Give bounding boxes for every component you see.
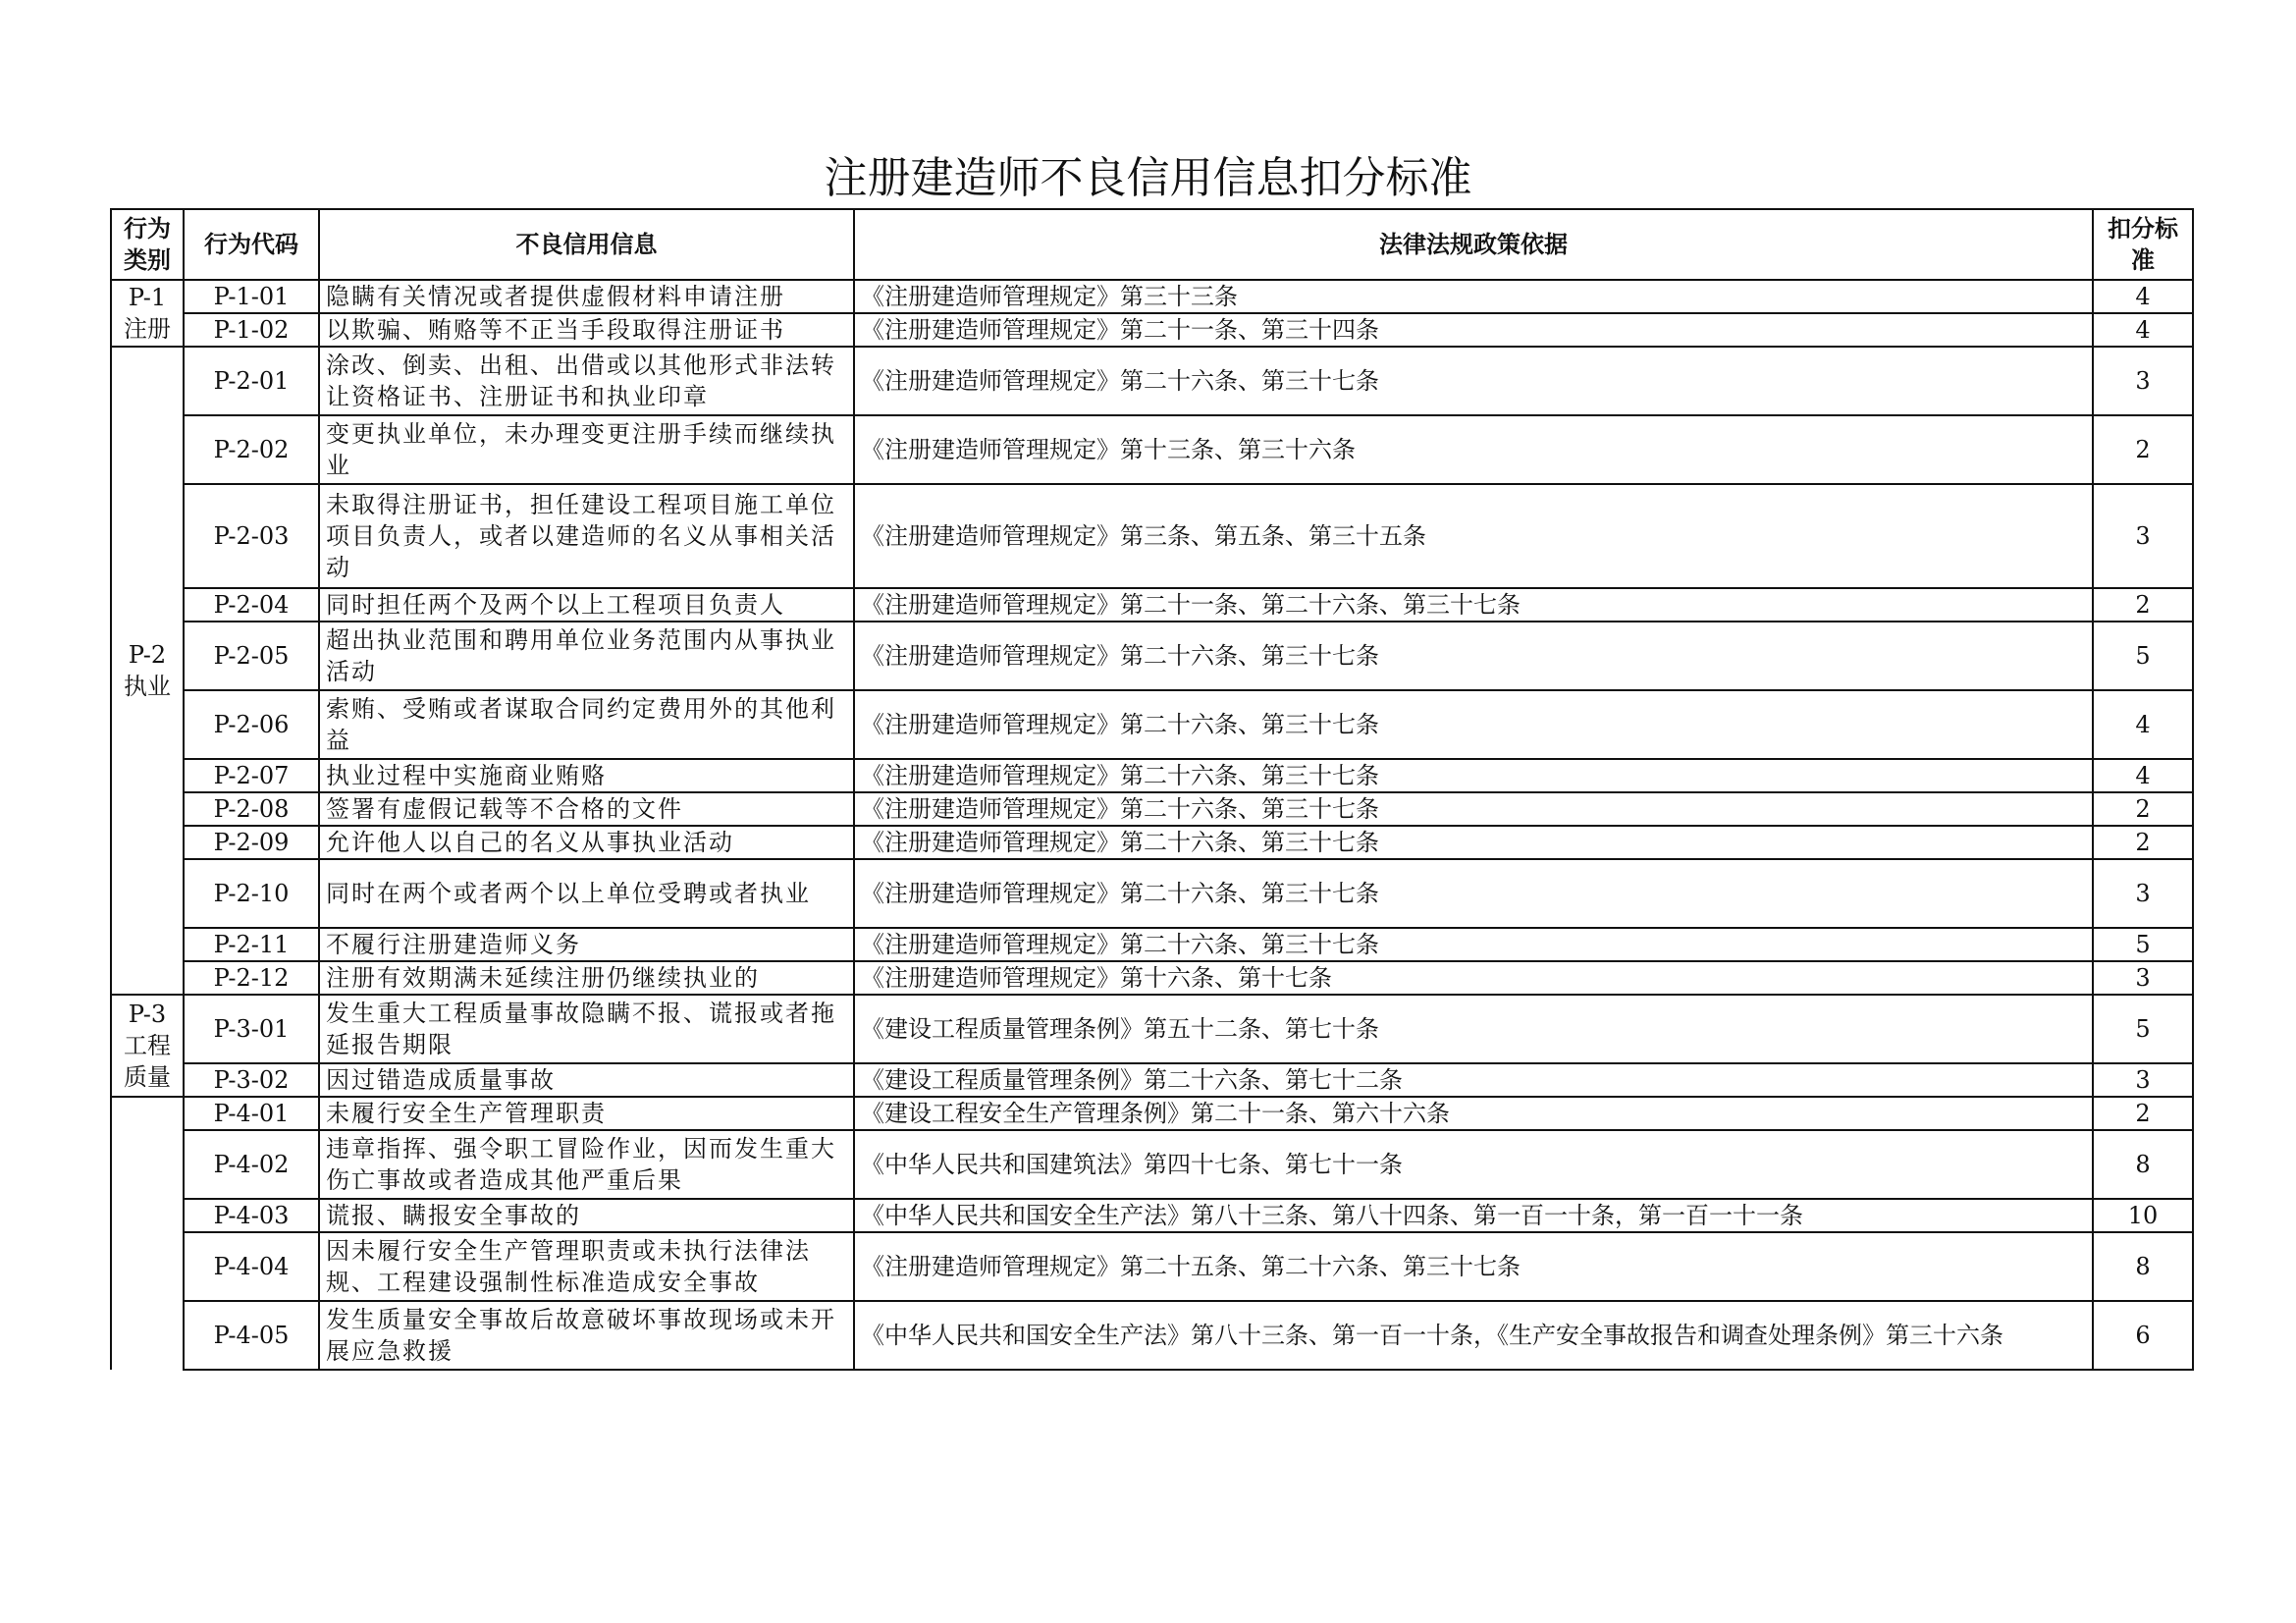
info-cell: 变更执业单位，未办理变更注册手续而继续执业 <box>319 415 854 484</box>
category-cell-p2: P-2 执业 <box>111 347 184 995</box>
table-row <box>111 588 2193 622</box>
score-cell: 6 <box>2093 1301 2193 1370</box>
table-row <box>111 1130 2193 1199</box>
basis-cell: 《注册建造师管理规定》第二十六条、第三十七条 <box>854 792 2093 826</box>
info-cell: 谎报、瞒报安全事故的 <box>319 1199 854 1232</box>
header-basis: 法律法规政策依据 <box>854 209 2093 280</box>
basis-cell: 《注册建造师管理规定》第二十六条、第三十七条 <box>854 690 2093 759</box>
code-cell: P-2-03 <box>184 484 319 588</box>
info-cell: 签署有虚假记载等不合格的文件 <box>319 792 854 826</box>
score-cell: 4 <box>2093 690 2193 759</box>
deduction-standards-table <box>110 208 2194 1371</box>
table-row <box>111 859 2193 928</box>
score-cell: 4 <box>2093 313 2193 347</box>
code-cell: P-2-09 <box>184 826 319 859</box>
basis-cell: 《中华人民共和国安全生产法》第八十三条、第一百一十条，《生产安全事故报告和调查处理条例》第三十六条 <box>854 1301 2093 1370</box>
code-cell: P-4-05 <box>184 1301 319 1370</box>
info-cell: 未取得注册证书，担任建设工程项目施工单位项目负责人，或者以建造师的名义从事相关活动 <box>319 484 854 588</box>
code-cell: P-2-12 <box>184 961 319 995</box>
basis-cell: 《注册建造师管理规定》第三条、第五条、第三十五条 <box>854 484 2093 588</box>
table-header-row <box>111 209 2193 280</box>
header-info: 不良信用信息 <box>319 209 854 280</box>
score-cell: 2 <box>2093 588 2193 622</box>
info-cell: 隐瞒有关情况或者提供虚假材料申请注册 <box>319 280 854 313</box>
basis-cell: 《注册建造师管理规定》第二十六条、第三十七条 <box>854 826 2093 859</box>
info-cell: 不履行注册建造师义务 <box>319 928 854 961</box>
score-cell: 3 <box>2093 859 2193 928</box>
info-cell: 以欺骗、贿赂等不正当手段取得注册证书 <box>319 313 854 347</box>
info-cell: 发生质量安全事故后故意破坏事故现场或未开展应急救援 <box>319 1301 854 1370</box>
score-cell: 3 <box>2093 1063 2193 1097</box>
header-score: 扣分标准 <box>2093 209 2193 280</box>
info-cell: 同时在两个或者两个以上单位受聘或者执业 <box>319 859 854 928</box>
basis-cell: 《建设工程质量管理条例》第五十二条、第七十条 <box>854 995 2093 1063</box>
table-row <box>111 995 2193 1063</box>
basis-cell: 《注册建造师管理规定》第二十六条、第三十七条 <box>854 759 2093 792</box>
code-cell: P-2-06 <box>184 690 319 759</box>
info-cell: 同时担任两个及两个以上工程项目负责人 <box>319 588 854 622</box>
info-cell: 注册有效期满未延续注册仍继续执业的 <box>319 961 854 995</box>
score-cell: 2 <box>2093 826 2193 859</box>
basis-cell: 《建设工程质量管理条例》第二十六条、第七十二条 <box>854 1063 2093 1097</box>
code-cell: P-4-03 <box>184 1199 319 1232</box>
table-row <box>111 347 2193 415</box>
table-row <box>111 313 2193 347</box>
code-cell: P-4-02 <box>184 1130 319 1199</box>
info-cell: 超出执业范围和聘用单位业务范围内从事执业活动 <box>319 622 854 690</box>
info-cell: 允许他人以自己的名义从事执业活动 <box>319 826 854 859</box>
table-row <box>111 1063 2193 1097</box>
basis-cell: 《中华人民共和国建筑法》第四十七条、第七十一条 <box>854 1130 2093 1199</box>
basis-cell: 《注册建造师管理规定》第三十三条 <box>854 280 2093 313</box>
basis-cell: 《建设工程安全生产管理条例》第二十一条、第六十六条 <box>854 1097 2093 1130</box>
basis-cell: 《注册建造师管理规定》第二十一条、第三十四条 <box>854 313 2093 347</box>
score-cell: 4 <box>2093 280 2193 313</box>
table-row <box>111 1199 2193 1232</box>
table-row <box>111 415 2193 484</box>
table-row <box>111 759 2193 792</box>
score-cell: 5 <box>2093 622 2193 690</box>
code-cell: P-2-01 <box>184 347 319 415</box>
info-cell: 因过错造成质量事故 <box>319 1063 854 1097</box>
table-row <box>111 1232 2193 1301</box>
code-cell: P-2-10 <box>184 859 319 928</box>
basis-cell: 《中华人民共和国安全生产法》第八十三条、第八十四条、第一百一十条，第一百一十一条 <box>854 1199 2093 1232</box>
info-cell: 索贿、受贿或者谋取合同约定费用外的其他利益 <box>319 690 854 759</box>
code-cell: P-2-11 <box>184 928 319 961</box>
code-cell: P-1-02 <box>184 313 319 347</box>
table-row <box>111 826 2193 859</box>
score-cell: 5 <box>2093 995 2193 1063</box>
table-row <box>111 1301 2193 1370</box>
category-cell-p3: P-3 工程质量 <box>111 995 184 1097</box>
table-row <box>111 1097 2193 1130</box>
code-cell: P-2-05 <box>184 622 319 690</box>
score-cell: 2 <box>2093 792 2193 826</box>
basis-cell: 《注册建造师管理规定》第二十六条、第三十七条 <box>854 622 2093 690</box>
document-title: 注册建造师不良信用信息扣分标准 <box>824 153 1472 203</box>
score-cell: 8 <box>2093 1130 2193 1199</box>
info-cell: 执业过程中实施商业贿赂 <box>319 759 854 792</box>
basis-cell: 《注册建造师管理规定》第二十六条、第三十七条 <box>854 928 2093 961</box>
basis-cell: 《注册建造师管理规定》第二十六条、第三十七条 <box>854 347 2093 415</box>
score-cell: 2 <box>2093 415 2193 484</box>
score-cell: 4 <box>2093 759 2193 792</box>
info-cell: 涂改、倒卖、出租、出借或以其他形式非法转让资格证书、注册证书和执业印章 <box>319 347 854 415</box>
code-cell: P-1-01 <box>184 280 319 313</box>
info-cell: 违章指挥、强令职工冒险作业，因而发生重大伤亡事故或者造成其他严重后果 <box>319 1130 854 1199</box>
code-cell: P-2-07 <box>184 759 319 792</box>
category-cell-p4 <box>111 1097 184 1370</box>
info-cell: 发生重大工程质量事故隐瞒不报、谎报或者拖延报告期限 <box>319 995 854 1063</box>
info-cell: 因未履行安全生产管理职责或未执行法律法规、工程建设强制性标准造成安全事故 <box>319 1232 854 1301</box>
score-cell: 3 <box>2093 347 2193 415</box>
score-cell: 3 <box>2093 961 2193 995</box>
score-cell: 3 <box>2093 484 2193 588</box>
code-cell: P-2-08 <box>184 792 319 826</box>
table-row <box>111 928 2193 961</box>
code-cell: P-4-04 <box>184 1232 319 1301</box>
table-row <box>111 961 2193 995</box>
code-cell: P-3-01 <box>184 995 319 1063</box>
score-cell: 8 <box>2093 1232 2193 1301</box>
category-cell-p1: P-1 注册 <box>111 280 184 347</box>
basis-cell: 《注册建造师管理规定》第二十六条、第三十七条 <box>854 859 2093 928</box>
basis-cell: 《注册建造师管理规定》第二十五条、第二十六条、第三十七条 <box>854 1232 2093 1301</box>
code-cell: P-3-02 <box>184 1063 319 1097</box>
score-cell: 10 <box>2093 1199 2193 1232</box>
basis-cell: 《注册建造师管理规定》第十三条、第三十六条 <box>854 415 2093 484</box>
info-cell: 未履行安全生产管理职责 <box>319 1097 854 1130</box>
table-row <box>111 690 2193 759</box>
header-category: 行为类别 <box>111 209 184 280</box>
code-cell: P-2-02 <box>184 415 319 484</box>
code-cell: P-2-04 <box>184 588 319 622</box>
basis-cell: 《注册建造师管理规定》第十六条、第十七条 <box>854 961 2093 995</box>
header-code: 行为代码 <box>184 209 319 280</box>
basis-cell: 《注册建造师管理规定》第二十一条、第二十六条、第三十七条 <box>854 588 2093 622</box>
table-row <box>111 484 2193 588</box>
table-row <box>111 792 2193 826</box>
score-cell: 2 <box>2093 1097 2193 1130</box>
table-row <box>111 622 2193 690</box>
score-cell: 5 <box>2093 928 2193 961</box>
table-row <box>111 280 2193 313</box>
code-cell: P-4-01 <box>184 1097 319 1130</box>
